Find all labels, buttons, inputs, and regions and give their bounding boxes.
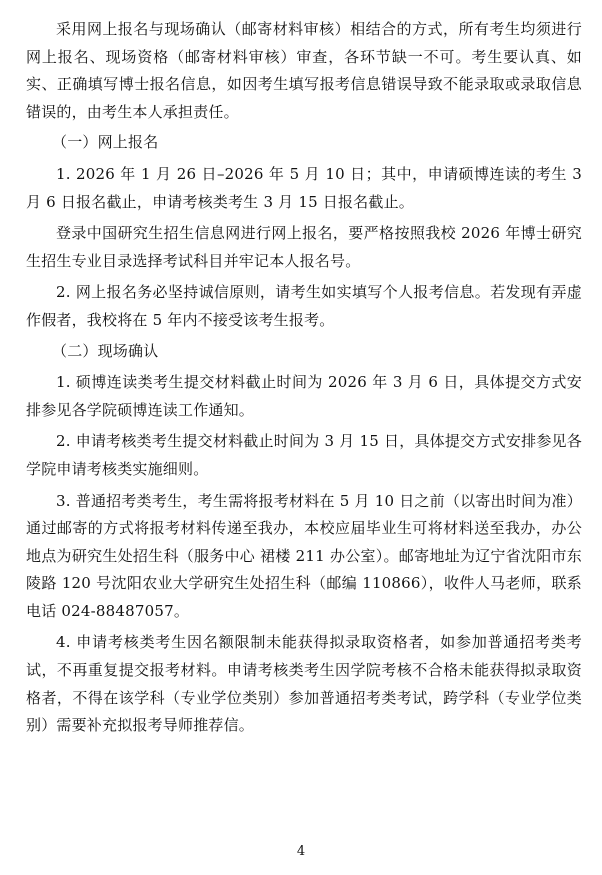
intro-paragraph: 采用网上报名与现场确认（邮寄材料审核）相结合的方式，所有考生均须进行网上报名、现场资格（邮寄材料审核）审查，各环节缺一不可。考生要认真、如实、正确填写博士报名信息，如因考生填写报考信息错误导致不能录取或录取信息错误的，由考生本人承担责任。 [26,20,582,121]
onsite-confirmation-item-3: 3. 普通招考类考生，考生需将报考材料在 5 月 10 日之前（以寄出时间为准）通过邮寄的方式将报考材料传递至我办，本校应届毕业生可将材料送至我办，办公地点为研究生处招生科（服务中心 裙楼 211 办公室）。邮寄地址为辽宁省沈阳市东陵路 120 号沈阳农业大学研究生处招生科（邮编 110866），收件人马老师，联系电话 024-88487057。 [26,491,582,620]
section-heading-onsite-confirmation: （二）现场确认 [52,341,159,360]
onsite-confirmation-item-2: 2. 申请考核类考生提交材料截止时间为 3 月 15 日，具体提交方式安排参见各学院申请考核类实施细则。 [26,432,582,478]
document-page [26,16,582,740]
online-registration-item-2: 2. 网上报名务必坚持诚信原则，请考生如实填写个人报考信息。若发现有弄虚作假者，我校将在 5 年内不接受该考生报考。 [26,283,582,329]
onsite-confirmation-item-4: 4. 申请考核类考生因名额限制未能获得拟录取资格者，如参加普通招考类考试，不再重复提交报考材料。申请考核类考生因学院考核不合格未能获得拟录取资格者，不得在该学科（专业学位类别）参加普通招考类考试，跨学科（专业学位类别）需要补充拟报考导师推荐信。 [26,633,582,735]
section-heading-online-registration: （一）网上报名 [52,133,159,152]
online-registration-item-1: 1. 2026 年 1 月 26 日–2026 年 5 月 10 日；其中，申请硕博连读的考生 3 月 6 日报名截止，申请考核类考生 3 月 15 日报名截止。 [26,164,582,211]
page-number: 4 [296,844,306,859]
online-registration-login-paragraph: 登录中国研究生招生信息网进行网上报名，要严格按照我校 2026 年博士研究生招生专业目录选择考试科目并牢记本人报名号。 [26,224,582,270]
onsite-confirmation-item-1: 1. 硕博连读类考生提交材料截止时间为 2026 年 3 月 6 日，具体提交方式安排参见各学院硕博连读工作通知。 [26,373,582,419]
